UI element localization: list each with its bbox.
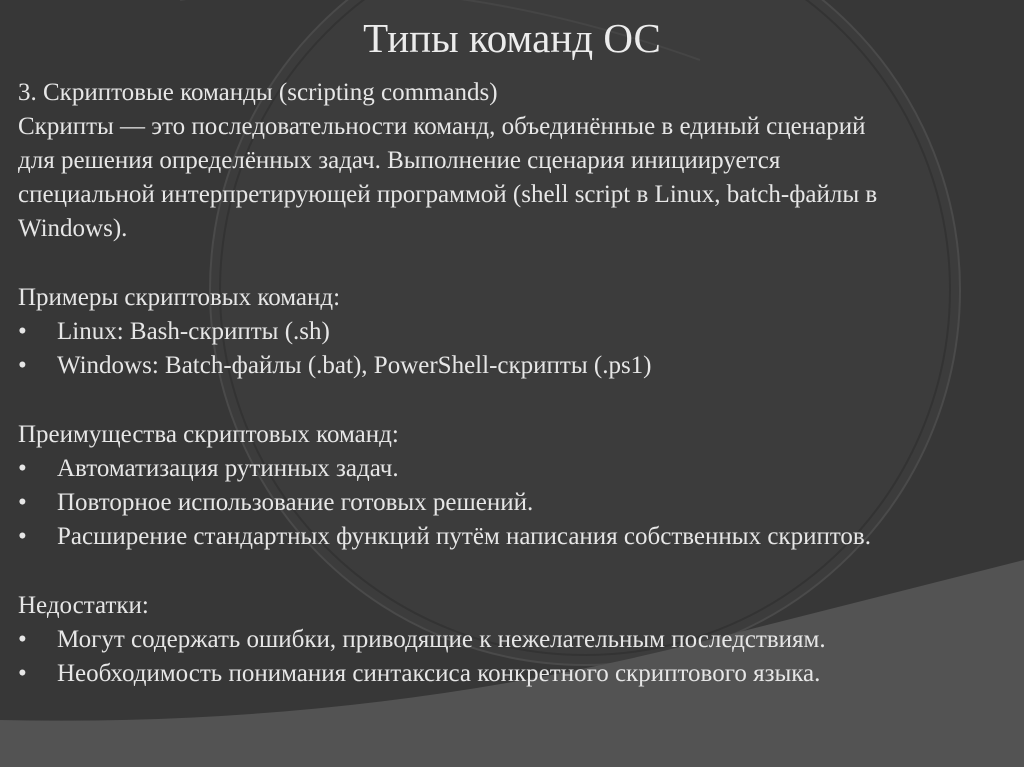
slide-title: Типы команд ОС bbox=[363, 15, 661, 61]
bullet-icon: • bbox=[18, 660, 27, 687]
intro-line: Windows). bbox=[18, 215, 128, 242]
bullet-icon: • bbox=[18, 489, 27, 516]
list-item bbox=[18, 315, 1018, 349]
list-item-text: Могут содержать ошибки, приводящие к нежелательным последствиям. bbox=[57, 626, 826, 653]
section-heading-disadvantages: Недостатки: bbox=[18, 592, 149, 619]
section-heading-advantages: Преимущества скриптовых команд: bbox=[18, 421, 399, 448]
list-item bbox=[18, 623, 1018, 657]
list-item-text: Автоматизация рутинных задач. bbox=[57, 455, 399, 482]
list-item bbox=[18, 349, 1018, 383]
intro-line: Скрипты — это последовательности команд, объединённые в единый сценарий bbox=[18, 113, 866, 140]
list-item-text: Расширение стандартных функций путём написания собственных скриптов. bbox=[57, 523, 871, 550]
list-item-text: Windows: Batch-файлы (.bat), PowerShell-скрипты (.ps1) bbox=[57, 352, 652, 379]
bullet-icon: • bbox=[18, 523, 27, 550]
section-heading-examples: Примеры скриптовых команд: bbox=[18, 284, 341, 311]
intro-line: специальной интерпретирующей программой (shell script в Linux, batch-файлы в bbox=[18, 181, 878, 208]
intro-line: для решения определённых задач. Выполнение сценария инициируется bbox=[18, 147, 781, 174]
list-item-text: Повторное использование готовых решений. bbox=[57, 489, 534, 516]
bullet-icon: • bbox=[18, 455, 27, 482]
bullet-icon: • bbox=[18, 352, 27, 379]
list-item bbox=[18, 452, 1018, 486]
bullet-icon: • bbox=[18, 626, 27, 653]
list-item-text: Необходимость понимания синтаксиса конкретного скриптового языка. bbox=[57, 660, 821, 687]
intro-line: 3. Скриптовые команды (scripting commands) bbox=[18, 79, 498, 106]
bullet-icon: • bbox=[18, 318, 27, 345]
slide-body bbox=[18, 76, 1018, 691]
list-item bbox=[18, 520, 1018, 554]
list-item bbox=[18, 657, 1018, 691]
list-item bbox=[18, 486, 1018, 520]
list-item-text: Linux: Bash-скрипты (.sh) bbox=[57, 318, 330, 345]
